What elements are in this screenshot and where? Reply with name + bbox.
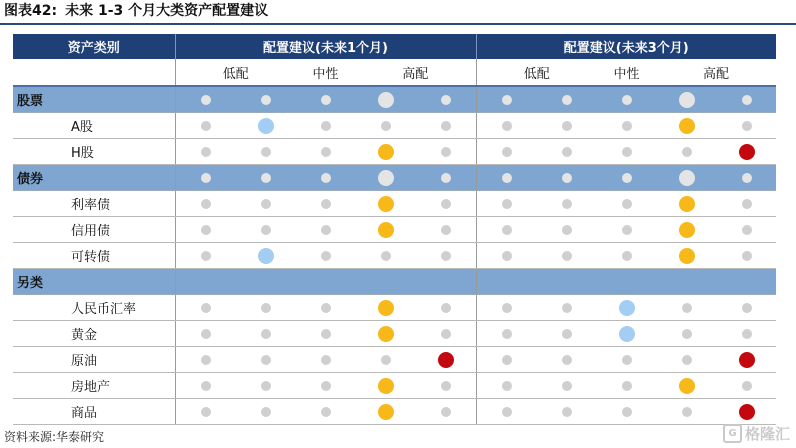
rating-cell-m1 — [355, 321, 416, 347]
rating-cell-m1 — [296, 399, 355, 425]
rating-cell-m3 — [597, 373, 656, 399]
rating-cell-m1 — [296, 113, 355, 139]
scale-dot — [321, 147, 331, 157]
scale-underweight-3m: 低配 — [476, 59, 597, 86]
header-asset-class: 资产类别 — [13, 34, 175, 59]
asset-label: H股 — [13, 139, 175, 165]
header-row-scale — [13, 59, 776, 86]
scale-dot — [321, 251, 331, 261]
rating-marker-gold — [679, 196, 695, 212]
asset-row — [13, 321, 776, 347]
rating-cell-m3 — [537, 373, 597, 399]
scale-dot — [562, 121, 572, 131]
rating-cell-m1 — [236, 165, 296, 191]
rating-cell-m3 — [537, 139, 597, 165]
rating-cell-m1 — [175, 139, 236, 165]
scale-dot — [562, 407, 572, 417]
scale-dot — [201, 355, 211, 365]
scale-dot — [502, 355, 512, 365]
scale-dot — [742, 329, 752, 339]
scale-dot — [261, 303, 271, 313]
scale-dot — [441, 329, 451, 339]
rating-marker-red — [739, 352, 755, 368]
figure-title — [4, 1, 268, 21]
scale-dot — [381, 251, 391, 261]
scale-dot — [622, 225, 632, 235]
rating-cell-m3 — [537, 165, 597, 191]
rating-cell-m1 — [416, 165, 476, 191]
asset-row — [13, 295, 776, 321]
rating-cell-m3 — [597, 295, 656, 321]
rating-cell-m3 — [717, 243, 776, 269]
empty-cell-m1 — [175, 269, 476, 295]
rating-cell-m1 — [355, 113, 416, 139]
rating-cell-m1 — [416, 321, 476, 347]
rating-marker-gold — [378, 326, 394, 342]
scale-dot — [261, 329, 271, 339]
scale-dot — [261, 173, 271, 183]
rating-marker-gold — [378, 378, 394, 394]
rating-marker-gold — [378, 144, 394, 160]
rating-cell-m1 — [296, 373, 355, 399]
rating-marker-gold — [679, 378, 695, 394]
rating-cell-m1 — [355, 347, 416, 373]
rating-marker-blue — [619, 326, 635, 342]
asset-row — [13, 139, 776, 165]
scale-dot — [201, 147, 211, 157]
rating-cell-m3 — [537, 86, 597, 113]
asset-label: 利率债 — [13, 191, 175, 217]
asset-row — [13, 373, 776, 399]
asset-label: 人民币汇率 — [13, 295, 175, 321]
rating-cell-m3 — [717, 295, 776, 321]
scale-dot — [441, 147, 451, 157]
scale-dot — [201, 225, 211, 235]
rating-cell-m1 — [296, 321, 355, 347]
scale-dot — [321, 95, 331, 105]
scale-dot — [201, 173, 211, 183]
category-label: 债券 — [13, 165, 175, 191]
rating-cell-m3 — [476, 113, 537, 139]
header-row-groups — [13, 34, 776, 59]
rating-cell-m1 — [236, 217, 296, 243]
watermark-icon: G — [723, 424, 742, 443]
figure-title-text: 未来 1-3 个月大类资产配置建议 — [65, 3, 269, 19]
scale-dot — [201, 199, 211, 209]
rating-cell-m3 — [597, 243, 656, 269]
scale-dot — [441, 407, 451, 417]
rating-cell-m3 — [537, 321, 597, 347]
scale-dot — [622, 381, 632, 391]
scale-dot — [502, 95, 512, 105]
watermark-logo — [723, 423, 790, 444]
asset-row — [13, 243, 776, 269]
rating-cell-m3 — [537, 347, 597, 373]
rating-cell-m1 — [296, 295, 355, 321]
rating-cell-m3 — [656, 373, 717, 399]
rating-cell-m3 — [597, 191, 656, 217]
rating-cell-m3 — [597, 86, 656, 113]
asset-row — [13, 399, 776, 425]
rating-cell-m3 — [597, 321, 656, 347]
scale-dot — [742, 199, 752, 209]
scale-dot — [201, 407, 211, 417]
rating-cell-m3 — [476, 347, 537, 373]
scale-dot — [321, 355, 331, 365]
rating-cell-m3 — [656, 86, 717, 113]
asset-label: A股 — [13, 113, 175, 139]
scale-dot — [441, 199, 451, 209]
rating-cell-m3 — [656, 113, 717, 139]
category-row — [13, 269, 776, 295]
rating-cell-m1 — [296, 139, 355, 165]
scale-dot — [742, 121, 752, 131]
rating-cell-m3 — [656, 217, 717, 243]
rating-cell-m1 — [236, 295, 296, 321]
rating-marker-gold — [679, 222, 695, 238]
scale-dot — [261, 355, 271, 365]
scale-dot — [562, 303, 572, 313]
rating-cell-m3 — [476, 243, 537, 269]
rating-cell-m1 — [416, 243, 476, 269]
rating-cell-m3 — [597, 347, 656, 373]
scale-dot — [321, 303, 331, 313]
rating-cell-m3 — [476, 139, 537, 165]
asset-label: 可转债 — [13, 243, 175, 269]
rating-cell-m1 — [416, 191, 476, 217]
scale-underweight-1m: 低配 — [175, 59, 296, 86]
scale-dot — [441, 173, 451, 183]
scale-dot — [321, 407, 331, 417]
scale-dot — [682, 329, 692, 339]
rating-cell-m1 — [175, 373, 236, 399]
asset-row — [13, 191, 776, 217]
scale-dot — [622, 199, 632, 209]
rating-cell-m1 — [355, 399, 416, 425]
scale-dot — [201, 381, 211, 391]
header-group-3m: 配置建议(未来3个月) — [476, 34, 776, 59]
scale-dot — [201, 303, 211, 313]
scale-dot — [201, 251, 211, 261]
rating-cell-m1 — [296, 165, 355, 191]
rating-cell-m3 — [656, 399, 717, 425]
rating-cell-m1 — [416, 295, 476, 321]
rating-cell-m3 — [597, 399, 656, 425]
asset-label: 房地产 — [13, 373, 175, 399]
rating-cell-m1 — [355, 217, 416, 243]
asset-label: 商品 — [13, 399, 175, 425]
rating-cell-m1 — [416, 113, 476, 139]
asset-row — [13, 347, 776, 373]
scale-dot — [502, 173, 512, 183]
scale-dot — [441, 121, 451, 131]
scale-dot — [321, 381, 331, 391]
scale-overweight-1m: 高配 — [355, 59, 476, 86]
header-group-1m: 配置建议(未来1个月) — [175, 34, 476, 59]
rating-cell-m1 — [175, 347, 236, 373]
rating-cell-m3 — [537, 243, 597, 269]
rating-marker-gold — [679, 170, 695, 186]
scale-neutral-3m: 中性 — [597, 59, 656, 86]
watermark-text: 格隆汇 — [744, 425, 790, 443]
scale-dot — [562, 199, 572, 209]
rating-cell-m1 — [355, 191, 416, 217]
rating-marker-gold — [679, 248, 695, 264]
scale-dot — [562, 329, 572, 339]
asset-row — [13, 217, 776, 243]
scale-dot — [261, 407, 271, 417]
scale-dot — [622, 95, 632, 105]
category-row — [13, 86, 776, 113]
scale-dot — [441, 95, 451, 105]
rating-cell-m3 — [717, 217, 776, 243]
scale-dot — [261, 199, 271, 209]
rating-cell-m1 — [296, 217, 355, 243]
scale-dot — [742, 225, 752, 235]
allocation-table — [13, 34, 776, 425]
rating-cell-m3 — [656, 321, 717, 347]
scale-dot — [261, 225, 271, 235]
rating-cell-m3 — [476, 217, 537, 243]
rating-cell-m3 — [717, 165, 776, 191]
title-rule — [0, 23, 796, 25]
scale-dot — [562, 147, 572, 157]
scale-dot — [321, 173, 331, 183]
scale-dot — [381, 355, 391, 365]
rating-cell-m3 — [717, 321, 776, 347]
rating-cell-m3 — [597, 165, 656, 191]
category-label: 股票 — [13, 86, 175, 113]
scale-dot — [622, 147, 632, 157]
category-row — [13, 165, 776, 191]
rating-cell-m1 — [296, 347, 355, 373]
rating-cell-m3 — [476, 86, 537, 113]
rating-cell-m1 — [416, 373, 476, 399]
scale-dot — [562, 381, 572, 391]
scale-dot — [682, 355, 692, 365]
rating-cell-m1 — [175, 86, 236, 113]
scale-dot — [562, 225, 572, 235]
rating-marker-red — [739, 404, 755, 420]
rating-marker-red — [739, 144, 755, 160]
rating-cell-m3 — [656, 165, 717, 191]
rating-cell-m1 — [296, 191, 355, 217]
rating-cell-m3 — [717, 399, 776, 425]
rating-cell-m1 — [416, 347, 476, 373]
scale-neutral-1m: 中性 — [296, 59, 355, 86]
rating-cell-m1 — [296, 243, 355, 269]
scale-dot — [562, 173, 572, 183]
scale-dot — [381, 121, 391, 131]
rating-cell-m1 — [236, 113, 296, 139]
rating-cell-m1 — [175, 399, 236, 425]
rating-cell-m3 — [476, 399, 537, 425]
asset-label: 原油 — [13, 347, 175, 373]
rating-cell-m1 — [175, 217, 236, 243]
scale-dot — [742, 95, 752, 105]
rating-marker-gold — [679, 118, 695, 134]
scale-overweight-3m: 高配 — [656, 59, 776, 86]
rating-marker-red — [438, 352, 454, 368]
scale-dot — [441, 303, 451, 313]
rating-cell-m1 — [175, 321, 236, 347]
scale-dot — [502, 407, 512, 417]
scale-dot — [622, 407, 632, 417]
rating-marker-gold — [378, 92, 394, 108]
scale-dot — [502, 225, 512, 235]
scale-dot — [562, 95, 572, 105]
scale-dot — [622, 173, 632, 183]
rating-cell-m3 — [476, 165, 537, 191]
asset-row — [13, 113, 776, 139]
rating-cell-m1 — [236, 399, 296, 425]
rating-cell-m1 — [355, 86, 416, 113]
rating-cell-m3 — [597, 217, 656, 243]
rating-cell-m3 — [537, 217, 597, 243]
scale-dot — [502, 251, 512, 261]
rating-marker-blue — [258, 118, 274, 134]
rating-cell-m1 — [236, 86, 296, 113]
scale-dot — [682, 303, 692, 313]
rating-cell-m3 — [717, 347, 776, 373]
empty-cell-m3 — [476, 269, 776, 295]
rating-cell-m1 — [416, 86, 476, 113]
rating-cell-m3 — [656, 243, 717, 269]
rating-cell-m3 — [597, 113, 656, 139]
scale-dot — [562, 251, 572, 261]
scale-dot — [502, 199, 512, 209]
rating-cell-m1 — [416, 139, 476, 165]
rating-marker-gold — [378, 222, 394, 238]
rating-marker-gold — [378, 300, 394, 316]
rating-cell-m1 — [236, 139, 296, 165]
scale-dot — [321, 199, 331, 209]
scale-dot — [201, 95, 211, 105]
scale-dot — [441, 251, 451, 261]
rating-cell-m3 — [656, 347, 717, 373]
rating-cell-m3 — [597, 139, 656, 165]
scale-dot — [502, 147, 512, 157]
rating-cell-m3 — [656, 191, 717, 217]
rating-cell-m1 — [175, 191, 236, 217]
scale-dot — [502, 121, 512, 131]
rating-cell-m1 — [355, 165, 416, 191]
category-label: 另类 — [13, 269, 175, 295]
rating-cell-m3 — [717, 373, 776, 399]
scale-dot — [201, 121, 211, 131]
rating-cell-m1 — [236, 191, 296, 217]
rating-cell-m1 — [236, 347, 296, 373]
scale-dot — [622, 121, 632, 131]
scale-dot — [742, 173, 752, 183]
rating-cell-m3 — [476, 191, 537, 217]
rating-marker-blue — [258, 248, 274, 264]
rating-cell-m1 — [416, 399, 476, 425]
rating-cell-m1 — [355, 139, 416, 165]
scale-dot — [321, 329, 331, 339]
rating-cell-m1 — [236, 373, 296, 399]
scale-dot — [261, 147, 271, 157]
scale-dot — [261, 95, 271, 105]
figure-number: 图表42: — [4, 3, 58, 19]
scale-dot — [441, 225, 451, 235]
rating-marker-gold — [679, 92, 695, 108]
scale-dot — [261, 381, 271, 391]
rating-cell-m3 — [656, 295, 717, 321]
scale-dot — [562, 355, 572, 365]
rating-cell-m1 — [296, 86, 355, 113]
scale-dot — [682, 407, 692, 417]
rating-cell-m1 — [175, 295, 236, 321]
scale-dot — [682, 147, 692, 157]
scale-dot — [201, 329, 211, 339]
scale-dot — [502, 381, 512, 391]
rating-cell-m3 — [537, 191, 597, 217]
rating-cell-m1 — [175, 165, 236, 191]
asset-label: 黄金 — [13, 321, 175, 347]
rating-cell-m1 — [355, 243, 416, 269]
rating-cell-m3 — [717, 86, 776, 113]
rating-cell-m1 — [355, 373, 416, 399]
rating-cell-m3 — [537, 113, 597, 139]
scale-dot — [502, 329, 512, 339]
rating-cell-m3 — [656, 139, 717, 165]
rating-marker-gold — [378, 196, 394, 212]
rating-marker-gold — [378, 404, 394, 420]
rating-cell-m1 — [355, 295, 416, 321]
rating-cell-m1 — [175, 243, 236, 269]
rating-cell-m1 — [416, 217, 476, 243]
rating-cell-m3 — [717, 191, 776, 217]
rating-cell-m3 — [476, 321, 537, 347]
header-blank — [13, 59, 175, 86]
scale-dot — [622, 251, 632, 261]
rating-cell-m1 — [236, 321, 296, 347]
scale-dot — [742, 381, 752, 391]
source-note: 资料来源:华泰研究 — [4, 430, 105, 444]
rating-cell-m3 — [537, 399, 597, 425]
scale-dot — [742, 251, 752, 261]
rating-cell-m3 — [476, 373, 537, 399]
scale-dot — [622, 355, 632, 365]
rating-marker-blue — [619, 300, 635, 316]
scale-dot — [502, 303, 512, 313]
rating-cell-m1 — [236, 243, 296, 269]
rating-cell-m3 — [717, 113, 776, 139]
rating-cell-m3 — [537, 295, 597, 321]
rating-cell-m1 — [175, 113, 236, 139]
asset-label: 信用债 — [13, 217, 175, 243]
scale-dot — [321, 225, 331, 235]
rating-cell-m3 — [476, 295, 537, 321]
rating-cell-m3 — [717, 139, 776, 165]
rating-marker-gold — [378, 170, 394, 186]
scale-dot — [742, 303, 752, 313]
scale-dot — [321, 121, 331, 131]
scale-dot — [441, 381, 451, 391]
